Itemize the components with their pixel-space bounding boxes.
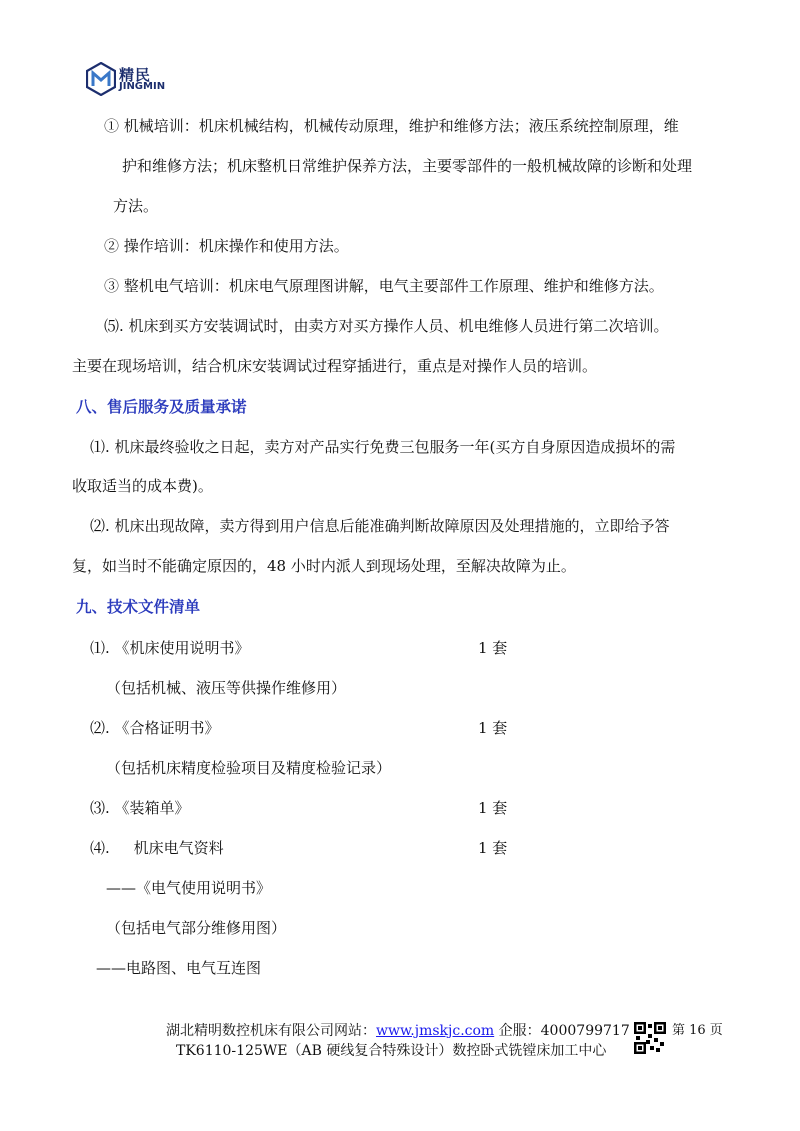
training-item-3: ③ 整机电气培训：机床电气原理图讲解，电气主要部件工作原理、维护和维修方法。 xyxy=(104,277,664,295)
section-9-heading: 九、技术文件清单 xyxy=(76,598,201,616)
jingmin-logo-icon xyxy=(86,62,116,96)
qr-code-icon xyxy=(634,1022,666,1054)
section-8-para-2-line-2: 复，如当时不能确定原因的，48 小时内派人到现场处理，至解决故障为止。 xyxy=(72,557,576,575)
footer-model-line: TK6110-125WE（AB 硬线复合特殊设计）数控卧式铣镗床加工中心 xyxy=(176,1043,607,1059)
training-item-5-line-1: ⑸. 机床到买方安装调试时，由卖方对买方操作人员、机电维修人员进行第二次培训。 xyxy=(104,317,669,335)
logo-chinese-text: 精民 xyxy=(119,66,152,84)
electrical-drawings-note: （包括电气部分维修用图） xyxy=(106,919,287,937)
electrical-manual-subitem: ——《电气使用说明书》 xyxy=(106,879,272,897)
doc-item-3-qty: 1 套 xyxy=(478,799,508,817)
doc-item-2-note: （包括机床精度检验项目及精度检验记录） xyxy=(106,759,392,777)
doc-item-4-qty: 1 套 xyxy=(478,839,508,857)
section-8-heading: 八、售后服务及质量承诺 xyxy=(76,398,247,416)
logo-english-text: JINGMIN xyxy=(119,81,166,92)
section-8-para-2-line-1: ⑵. 机床出现故障，卖方得到用户信息后能准确判断故障原因及处理措施的，立即给予答 xyxy=(90,517,670,535)
company-logo xyxy=(86,62,214,100)
doc-item-1-qty: 1 套 xyxy=(478,639,508,657)
footer-website-link[interactable]: www.jmskjc.com xyxy=(376,1023,495,1039)
training-item-1-line-1: ① 机械培训：机床机械结构，机械传动原理，维护和维修方法；液压系统控制原理，维 xyxy=(104,117,679,135)
training-item-1-line-2: 护和维修方法；机床整机日常维护保养方法，主要零部件的一般机械故障的诊断和处理 xyxy=(122,157,693,175)
section-8-para-1-line-1: ⑴. 机床最终验收之日起，卖方对产品实行免费三包服务一年(买方自身原因造成损坏的需 xyxy=(90,438,676,456)
circuit-diagram-subitem: ——电路图、电气互连图 xyxy=(96,959,262,977)
doc-item-2-qty: 1 套 xyxy=(478,719,508,737)
doc-item-1-note: （包括机械、液压等供操作维修用） xyxy=(106,679,347,697)
page-number: 第 16 页 xyxy=(672,1023,723,1038)
section-8-para-1-line-2: 收取适当的成本费)。 xyxy=(72,477,213,495)
doc-item-2-name: ⑵. 《合格证明书》 xyxy=(90,719,220,737)
training-item-1-line-3: 方法。 xyxy=(113,197,159,215)
doc-item-1-name: ⑴. 《机床使用说明书》 xyxy=(90,639,250,657)
footer-service-phone: 企服：4000799717 xyxy=(494,1023,630,1039)
footer-company-line xyxy=(166,1022,630,1040)
footer-company-name: 湖北精明数控机床有限公司网站： xyxy=(166,1023,376,1039)
training-item-2: ② 操作培训：机床操作和使用方法。 xyxy=(104,237,349,255)
training-item-5-line-2: 主要在现场培训，结合机床安装调试过程穿插进行，重点是对操作人员的培训。 xyxy=(72,357,598,375)
doc-item-4-name: ⑷. 机床电气资料 xyxy=(90,839,224,857)
doc-item-3-name: ⑶. 《装箱单》 xyxy=(90,799,190,817)
